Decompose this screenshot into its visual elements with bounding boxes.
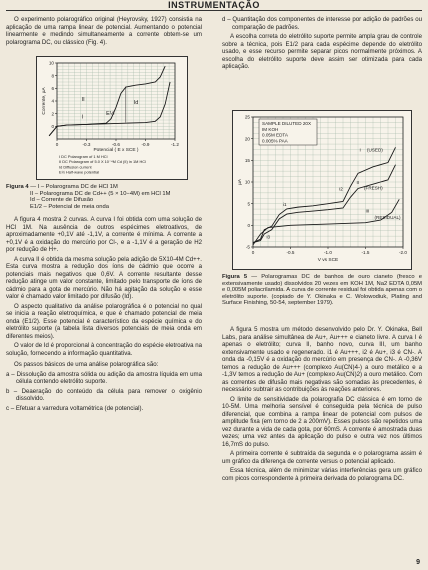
- chart-annotation: (FRESH): [364, 185, 383, 191]
- x-tick-label: -0.6: [112, 142, 120, 147]
- legend-entry: Id Diffusion current: [59, 164, 92, 170]
- figure-4-caption-title: Figura 4: [6, 184, 29, 190]
- y-tick-label: 5: [247, 201, 250, 207]
- header-rule: [6, 10, 422, 11]
- x-axis-label: Potencial ( E x SCE ): [93, 148, 139, 153]
- x-tick-label: -1.2: [171, 142, 179, 147]
- x-tick-label: 0: [55, 142, 59, 147]
- chart-annotation: I: [359, 147, 361, 153]
- figure-4-annotations: [82, 86, 139, 122]
- x-tick-label: -1.0: [324, 250, 332, 255]
- right-body: [222, 326, 422, 484]
- series-line: [253, 147, 396, 242]
- sample-box-line: 0.005% PAA: [262, 138, 288, 144]
- x-tick-label: -0.9: [141, 142, 150, 147]
- x-tick-label: -0.5: [286, 250, 295, 255]
- section-title: INSTRUMENTAÇÃO: [168, 0, 260, 10]
- body-paragraph: O valor de Id é proporcional à concentração do espécie eletroativa na solução, fornecendo a informação quantitativa.: [6, 342, 203, 357]
- y-tick-label: 2: [51, 111, 54, 117]
- figure-5-sample-box: [259, 119, 317, 145]
- legend-entry: I DC Polarogram of 1 M HCl: [59, 154, 108, 159]
- x-tick-label: -1.5: [361, 250, 370, 255]
- y-tick-label: 8: [51, 73, 54, 79]
- page-number: 9: [416, 559, 420, 566]
- y-tick-label: -5: [245, 244, 250, 250]
- figure-5: [232, 110, 412, 270]
- x-tick-label: -0.3: [82, 142, 91, 147]
- left-intro: [6, 16, 202, 48]
- body-paragraph: A figura 5 mostra um método desenvolvido pelo Dr. Y. Okinaka, Bell Labs, para análise simultânea de Au+, Au+++ e cianeto livre. A curva I é apenas o eletrólito; curva II, banho novo, curva III, um banho extensivamente usado e regenerado. i1 é Au+++, i2 é Au+, i3 é CN-. A onda da -0,15V é a oxidação do mercúrio em presença de CN-. A -0,36V temos a redução de Au+++ (complexo Au(CN)4-) a ouro metálico e a -1,3V temos a redução de Au+ (complexo Au(CN)2) a ouro metálico. Com as correntes de difusão mais negativas são somadas às precedentes, é necessário subtrair as contribuições às reações anteriores.: [222, 326, 422, 393]
- figure-4-caption-line-1: — I – Polarograma DC de HCl 1M: [30, 184, 118, 190]
- page-header: [0, 0, 428, 12]
- x-tick-label: 0: [251, 250, 255, 255]
- right-top: [222, 16, 422, 73]
- step-a: a – Dissolução da amostra sólida ou adição da amostra líquida em uma célula contendo eletrólito suporte.: [6, 370, 202, 385]
- x-axis-label: V vs SCE: [317, 258, 339, 263]
- chart-annotation: (RESIDUAL): [374, 214, 401, 220]
- chart-annotation: I: [81, 114, 84, 121]
- y-tick-label: 20: [244, 136, 250, 142]
- y-tick-label: 0: [51, 123, 54, 129]
- figure-4: [36, 56, 188, 180]
- step-d: d – Quantitação dos componentes de interesse por adição de padrões ou comparação de padrões.: [222, 16, 422, 31]
- y-tick-label: 25: [244, 114, 250, 120]
- chart-annotation: i1: [283, 201, 287, 207]
- left-body: [6, 216, 202, 414]
- chart-annotation: II: [81, 97, 85, 103]
- body-paragraph: A escolha correta do eletrólito suporte permite ampla grau de controle sobre a técnica, pois E1/2 para cada espécime depende do eletrólito usado, e esse recurso permite separar picos normalmente próximos. A escolha do eletrólito suporte deve assim ser otimizada para cada aplicação.: [222, 33, 422, 70]
- legend-entry: II DC Polarogram of 5.0 X 10⁻⁴M Cd (II) in 1M HCl: [59, 159, 146, 165]
- x-tick-label: -2.0: [399, 250, 407, 255]
- step-b: b – Deaeração do conteúdo da célula para remover o oxigênio dissolvido.: [6, 387, 202, 402]
- figure-5-chart: [233, 111, 411, 269]
- figure-4-caption: [6, 184, 202, 210]
- y-axis-label: µA: [238, 179, 243, 185]
- body-paragraph: O aspecto qualitativo da análise polarográfica é o potencial no qual se inicia a reação eletroquímica, e que é chamado potencial de meia onda (E1/2). Esse potencial é característico da espécie química e do eletrólito suporte (a tabela lista diversos potenciais de meia onda em diferentes meios).: [6, 302, 202, 340]
- y-tick-label: 4: [51, 98, 54, 104]
- body-paragraph: A curva II é obtida da mesma solução pela adição de 5X10-4M Cd++. Esta curva mostra a redução dos íons de cádmio que ocorre a potenciais mais negativos que 0,6V. A corrente resultante desse redução atinge um valor constante, limitado pelo transporte de íons de cádmio para a gota de mercúrio. Não há agitação da solução e esse valor é chamado valor limitado por difusão (Id).: [6, 255, 202, 300]
- y-tick-label: 10: [48, 60, 54, 66]
- legend-entry: E½ Half-wave potential: [59, 169, 100, 175]
- y-axis-label: Corrente, µA: [42, 87, 47, 115]
- figure-4-caption-line-2: II – Polarograma DC de Cd++ (5 × 10−4M) em HCl 1M: [30, 190, 171, 197]
- chart-annotation: III: [365, 208, 370, 214]
- chart-annotation: (USED): [367, 147, 383, 153]
- chart-annotation: i2: [339, 186, 343, 192]
- y-tick-label: 10: [244, 179, 250, 185]
- sample-box-line: SAMPLE DILUTED 20X: [262, 121, 312, 126]
- figure-5-series: [253, 147, 399, 245]
- figure-5-caption: [222, 274, 422, 307]
- y-tick-label: 15: [244, 157, 250, 163]
- figure-5-caption-text: — Polarogramas DC de banhos de ouro cianeto (fresco e extensivamente usado) dissolvidos 20 vezes em KOH 1M, Na2 EDTA 0,05M e 0,005M poliacrilamida. A curva de corrente residual foi obtida apenas com o eletrólito suporte. (copiado de Y. Okinaka e C. Wolowodiuk, Plating and Surface Finishing, 50-54, september 1979).: [222, 274, 422, 307]
- figure-4-grid: [57, 63, 175, 139]
- sample-box-line: 0.05M EDTA: [262, 132, 288, 138]
- figure-4-legend: [59, 154, 146, 175]
- steps-intro: Os passos básicos de uma análise polarográfica são:: [14, 361, 159, 368]
- body-paragraph: A figura 4 mostra 2 curvas. A curva I foi obtida com uma solução de HCl 1M. Na ausência de outros espécimes eletroativos, de aproximadamente +0,1V até -1,1V, a corrente é mínima. A corrente a +0,1V é a oxidação do mercúrio por Cl-, e a -1,1V é a geração de H2 por redução de H+.: [6, 216, 202, 253]
- series-line: [49, 82, 170, 136]
- chart-annotation: E½: [106, 110, 115, 117]
- figure-4-caption-line-4: E1/2 – Potencial de meia onda: [30, 203, 109, 210]
- body-paragraph: Essa técnica, além de minimizar várias interferências gera um gráfico com picos correspondente à primeira derivada do polarograma DC.: [222, 467, 422, 482]
- chart-annotation: II: [356, 180, 360, 186]
- chart-annotation: i3: [266, 234, 271, 240]
- body-paragraph: A primeira corrente é subtraída da segunda e o polarograma assim é um gráfico da diferença de corrente versus o potencial aplicado.: [222, 450, 422, 465]
- y-tick-label: 0: [247, 222, 250, 228]
- chart-annotation: Id: [133, 100, 139, 107]
- series-line: [253, 199, 399, 245]
- figure-4-chart: [37, 57, 187, 179]
- figure-4-caption-line-3: Id – Corrente de Difusão: [30, 197, 94, 204]
- body-paragraph: O limite de sensitividade da polarografia DC clássica é em torno de 10-5M. Uma melhoria sensível é conseguida pela técnica de pulso diferencial, que combina a rampa linear de potencial com pulsos de amplitude fixa (em torno de 2 a 200mV). Esses pulsos são repetidos uma vez durante a vida de cada gota, por 60mS. A corrente é amostrada duas vezes; uma vez antes da aplicação do pulso e outra vez nos últimos 16,7mS do pulso.: [222, 395, 422, 448]
- step-c: c – Efetuar a varredura voltamétrica (de potencial).: [6, 404, 144, 412]
- intro-paragraph: O experimento polarográfico original (Heyrovsky, 1927) consistia na aplicação de uma rampa linear de potencial. Aumentando o potencial linearmente e medindo simultaneamente a corrente obtem-se um polarograma DC, ou clássico (Fig. 4).: [6, 16, 202, 46]
- sample-box-line: IM KOH: [262, 126, 279, 132]
- figure-5-caption-title: Figura 5: [222, 274, 248, 280]
- y-tick-label: 6: [51, 85, 54, 91]
